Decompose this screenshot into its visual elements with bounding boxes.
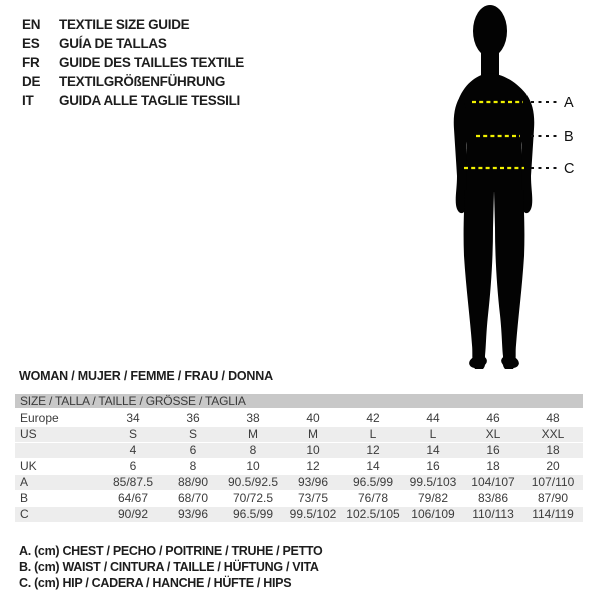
size-cell: 14 xyxy=(426,443,440,457)
size-cell: 44 xyxy=(426,411,440,425)
silhouette-left-leg xyxy=(464,190,494,369)
size-cell: 36 xyxy=(186,411,200,425)
size-cell: 12 xyxy=(366,443,380,457)
size-cell: 96.5/99 xyxy=(352,475,394,489)
size-cell: 107/110 xyxy=(531,475,575,489)
row-label: Europe xyxy=(20,411,59,425)
size-cell: 12 xyxy=(306,459,320,473)
size-cell: 90/92 xyxy=(117,507,149,521)
section-title: WOMAN / MUJER / FEMME / FRAU / DONNA xyxy=(19,369,273,383)
size-cell: 99.5/103 xyxy=(409,475,457,489)
language-row xyxy=(22,34,244,53)
table-row xyxy=(15,506,583,522)
silhouette-right-foot xyxy=(500,354,520,370)
language-row xyxy=(22,72,244,91)
table-row xyxy=(15,442,583,458)
size-cell: 64/67 xyxy=(117,491,149,505)
marker-label-c: C xyxy=(564,161,575,177)
size-cell: 6 xyxy=(189,443,197,457)
size-table-header: SIZE / TALLA / TAILLE / GRÖSSE / TAGLIA xyxy=(15,394,583,408)
size-cell: 16 xyxy=(426,459,440,473)
size-cell: 106/109 xyxy=(411,507,455,521)
size-cell: L xyxy=(429,427,437,441)
language-label: GUÍA DE TALLAS xyxy=(59,36,167,51)
size-cell: 18 xyxy=(486,459,500,473)
language-code: EN xyxy=(22,17,41,32)
language-label: TEXTILE SIZE GUIDE xyxy=(59,17,190,32)
language-code: ES xyxy=(22,36,40,51)
size-cell: 85/87.5 xyxy=(112,475,154,489)
size-cell: 18 xyxy=(546,443,560,457)
legend-line: C. (cm) HIP / CADERA / HANCHE / HÜFTE / HIPS xyxy=(19,575,292,590)
size-cell: 34 xyxy=(126,411,140,425)
silhouette-neck xyxy=(481,42,499,76)
size-cell: 93/96 xyxy=(177,507,209,521)
table-row xyxy=(15,426,583,442)
size-cell: XL xyxy=(485,427,501,441)
size-cell: M xyxy=(248,427,258,441)
size-cell: 83/86 xyxy=(477,491,509,505)
size-cell: 110/113 xyxy=(472,507,514,521)
size-cell: L xyxy=(369,427,377,441)
size-cell: 99.5/102 xyxy=(289,507,337,521)
size-cell: 4 xyxy=(129,443,137,457)
language-code: IT xyxy=(22,93,34,108)
size-table xyxy=(15,394,583,522)
size-cell: 70/72.5 xyxy=(232,491,274,505)
silhouette-right-leg xyxy=(494,190,524,369)
language-row xyxy=(22,53,244,72)
row-label: B xyxy=(20,491,29,505)
size-cell: 87/90 xyxy=(537,491,569,505)
size-cell: 93/96 xyxy=(297,475,329,489)
size-cell: 90.5/92.5 xyxy=(227,475,279,489)
row-label: C xyxy=(20,507,29,521)
legend-line: B. (cm) WAIST / CINTURA / TAILLE / HÜFTUNG / VITA xyxy=(19,559,319,574)
table-row xyxy=(15,474,583,490)
size-cell: S xyxy=(128,427,137,441)
size-cell: 68/70 xyxy=(177,491,209,505)
size-cell: 114/119 xyxy=(532,507,574,521)
size-cell: 73/75 xyxy=(297,491,329,505)
table-row xyxy=(15,410,583,426)
size-cell: 10 xyxy=(246,459,260,473)
size-cell: 40 xyxy=(306,411,320,425)
row-label: UK xyxy=(20,459,37,473)
legend-line: A. (cm) CHEST / PECHO / POITRINE / TRUHE / PETTO xyxy=(19,544,323,558)
body-measurement-diagram xyxy=(420,0,600,380)
language-label: GUIDA ALLE TAGLIE TESSILI xyxy=(59,93,240,108)
table-row xyxy=(15,490,583,506)
size-cell: 16 xyxy=(486,443,500,457)
table-row xyxy=(15,458,583,474)
silhouette-torso xyxy=(458,73,529,192)
row-label xyxy=(15,442,103,458)
size-cell: XXL xyxy=(541,427,565,441)
size-cell: 10 xyxy=(306,443,320,457)
size-cell: 48 xyxy=(546,411,560,425)
size-cell: 76/78 xyxy=(357,491,389,505)
silhouette-left-foot xyxy=(468,354,488,370)
size-table-rows xyxy=(15,410,583,522)
size-cell: 20 xyxy=(546,459,560,473)
language-label: GUIDE DES TAILLES TEXTILE xyxy=(59,55,245,70)
size-cell: 8 xyxy=(189,459,197,473)
language-label: TEXTILGRÖßENFÜHRUNG xyxy=(59,74,226,89)
size-cell: 102.5/105 xyxy=(346,507,400,521)
language-code: FR xyxy=(22,55,40,70)
silhouette-right-arm xyxy=(522,95,535,213)
size-cell: 88/90 xyxy=(177,475,209,489)
size-cell: 38 xyxy=(246,411,260,425)
size-cell: 14 xyxy=(366,459,380,473)
size-cell: 6 xyxy=(129,459,137,473)
size-cell: 96.5/99 xyxy=(232,507,274,521)
language-row xyxy=(22,91,244,110)
size-cell: 104/107 xyxy=(471,475,515,489)
language-row xyxy=(22,15,244,34)
marker-label-a: A xyxy=(564,95,574,111)
language-header xyxy=(22,15,244,110)
size-cell: 79/82 xyxy=(417,491,449,505)
measurement-legend xyxy=(19,544,322,591)
language-code: DE xyxy=(22,74,41,89)
row-label: A xyxy=(20,475,29,489)
marker-label-b: B xyxy=(564,129,574,145)
size-cell: S xyxy=(188,427,197,441)
size-cell: 8 xyxy=(249,443,257,457)
size-cell: M xyxy=(308,427,318,441)
size-cell: 42 xyxy=(366,411,380,425)
size-cell: 46 xyxy=(486,411,500,425)
woman-silhouette xyxy=(454,5,534,370)
row-label: US xyxy=(20,427,37,441)
silhouette-left-arm xyxy=(454,95,467,213)
